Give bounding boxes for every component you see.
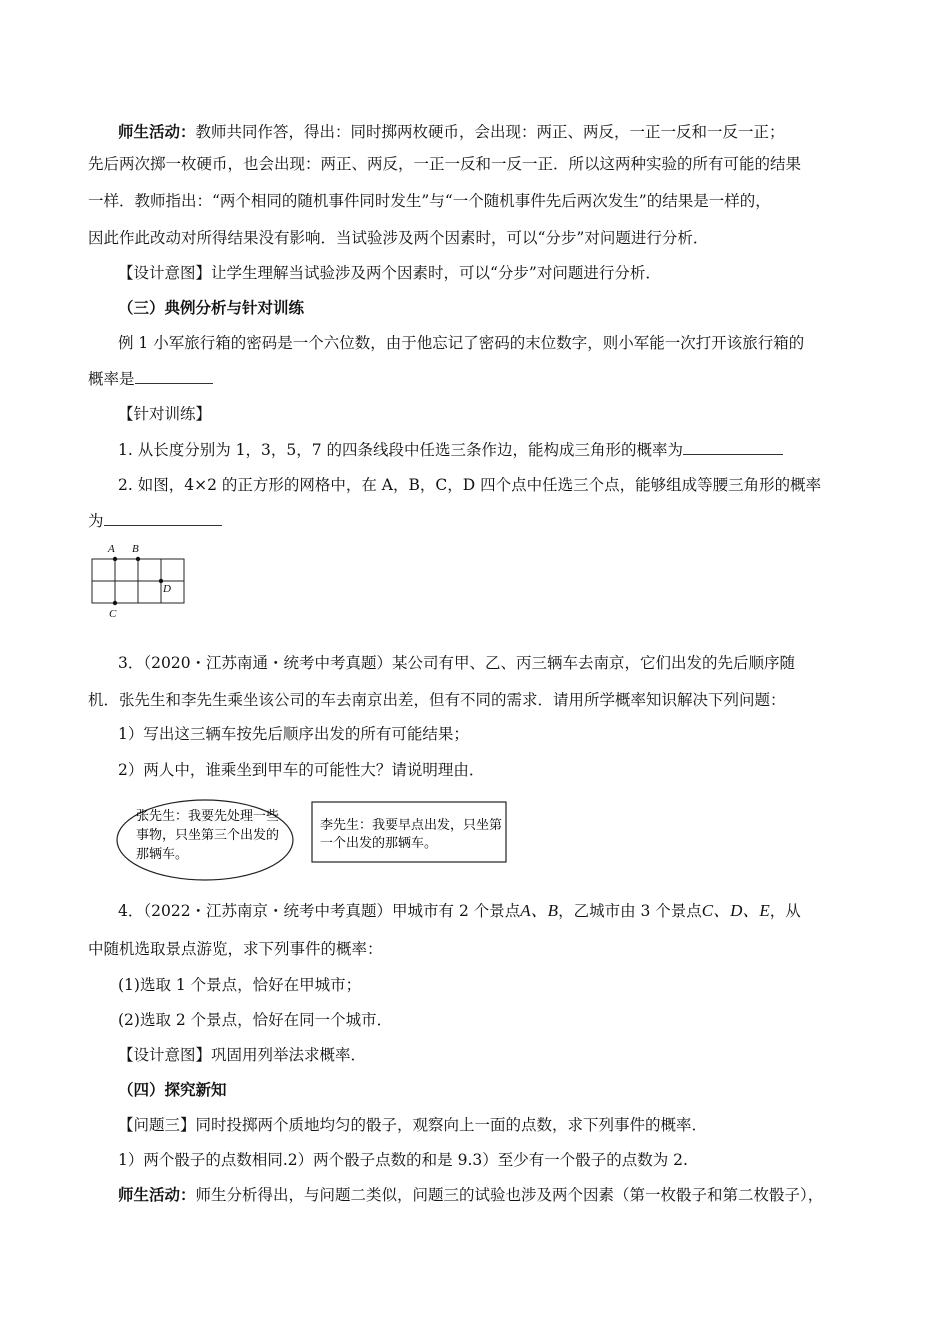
- para-last: [118, 1185, 823, 1205]
- point-b: [136, 557, 140, 561]
- example1-line1: 例 1 小军旅行箱的密码是一个六位数，由于他忘记了密码的末位数字，则小军能一次打开该旅行箱的: [118, 334, 805, 352]
- bubble-zhang-line3: 那辆车。: [136, 847, 189, 862]
- section3-title: （三）典例分析与针对训练: [118, 298, 305, 317]
- q1-line: [118, 440, 783, 460]
- bubble-li-line1: 李先生：我要早点出发，只坐第: [320, 818, 503, 833]
- q2-line2: [88, 511, 222, 531]
- para1-line4: 因此作此改动对所得结果没有影响．当试验涉及两个因素时，可以“分步”对问题进行分析．: [88, 229, 709, 247]
- q4-mid: ，乙城市由 3 个景点: [558, 902, 702, 920]
- example1-text2: 概率是: [88, 370, 135, 388]
- para1-text1: 教师共同作答，得出：同时掷两枚硬币，会出现：两正、两反，一正一反和一反一正；: [195, 123, 785, 141]
- q3-line1: 3．（2020・江苏南通・统考中考真题）某公司有甲、乙、丙三辆车去南京，它们出发的先后顺序随: [118, 654, 796, 672]
- label-b: B: [132, 543, 139, 555]
- q3-sub2: 2）两人中，谁乘坐到甲车的可能性大？请说明理由．: [118, 761, 485, 779]
- para1-label: 师生活动：: [118, 122, 196, 141]
- para1-line1: [118, 122, 785, 142]
- q2-text2: 为: [88, 512, 104, 530]
- q4-prefix: 4．（2022・江苏南京・统考中考真题）甲城市有 2 个景点: [118, 902, 521, 920]
- design-intent-1: 【设计意图】让学生理解当试验涉及两个因素时，可以“分步”对问题进行分析．: [118, 264, 661, 282]
- problem3-line1: 【问题三】同时投掷两个质地均匀的骰子，观察向上一面的点数，求下列事件的概率．: [118, 1116, 708, 1134]
- q4-line1: [118, 901, 801, 921]
- bubble-li-line2: 一个出发的那辆车。: [320, 836, 438, 851]
- label-c: C: [109, 608, 117, 620]
- q4-points-b: C、D、E: [701, 901, 770, 920]
- q3-sub1: 1）写出这三辆车按先后顺序出发的所有可能结果；: [118, 725, 469, 743]
- point-c: [113, 601, 117, 605]
- answer-blank: [683, 440, 783, 455]
- bubble-zhang: [110, 794, 300, 886]
- q3-line2: 机．张先生和李先生乘坐该公司的车去南京出差，但有不同的需求．请用所学概率知识解决下列问题：: [88, 691, 786, 709]
- problem3-line2: 1）两个骰子的点数相同.2）两个骰子点数的和是 9.3）至少有一个骰子的点数为 2.: [118, 1151, 688, 1169]
- training-title: 【针对训练】: [118, 405, 212, 423]
- q4-line2: 中随机选取景点游览，求下列事件的概率：: [88, 940, 383, 958]
- para-last-text: 师生分析得出，与问题二类似，问题三的试验也涉及两个因素（第一枚骰子和第二枚骰子），: [195, 1186, 824, 1204]
- q1-text: 1. 从长度分别为 1，3，5，7 的四条线段中任选三条作边，能构成三角形的概率为: [118, 441, 684, 459]
- bubble-li: [310, 800, 508, 866]
- grid-figure: [84, 538, 194, 623]
- bubble-zhang-line2: 事物，只坐第三个出发的: [136, 828, 280, 843]
- q4-points-a: A、B: [520, 901, 559, 920]
- section4-title: （四）探究新知: [118, 1080, 227, 1099]
- para1-line2: 先后两次掷一枚硬币，也会出现：两正、两反，一正一反和一反一正．所以这两种实验的所有可能的结果: [88, 155, 802, 173]
- label-a: A: [108, 543, 115, 555]
- q4-sub1: (1)选取 1 个景点，恰好在甲城市；: [118, 976, 362, 994]
- point-a: [113, 557, 117, 561]
- para1-line3: 一样．教师指出：“两个相同的随机事件同时发生”与“一个随机事件先后两次发生”的结果是一样的，: [88, 192, 771, 210]
- q4-suffix: ，从: [769, 902, 801, 920]
- bubble-zhang-line1: 张先生：我要先处理一些: [136, 809, 280, 824]
- q4-sub2: (2)选取 2 个景点，恰好在同一个城市．: [118, 1011, 393, 1029]
- example1-line2: [88, 369, 213, 389]
- label-d: D: [163, 583, 171, 595]
- design-intent-2: 【设计意图】巩固用列举法求概率．: [118, 1046, 367, 1064]
- answer-blank: [104, 511, 222, 526]
- para-last-label: 师生活动：: [118, 1185, 196, 1204]
- answer-blank: [135, 369, 213, 384]
- q2-line1: 2. 如图，4×2 的正方形的网格中，在 A，B，C，D 四个点中任选三个点，能够组成等腰三角形的概率: [118, 476, 822, 494]
